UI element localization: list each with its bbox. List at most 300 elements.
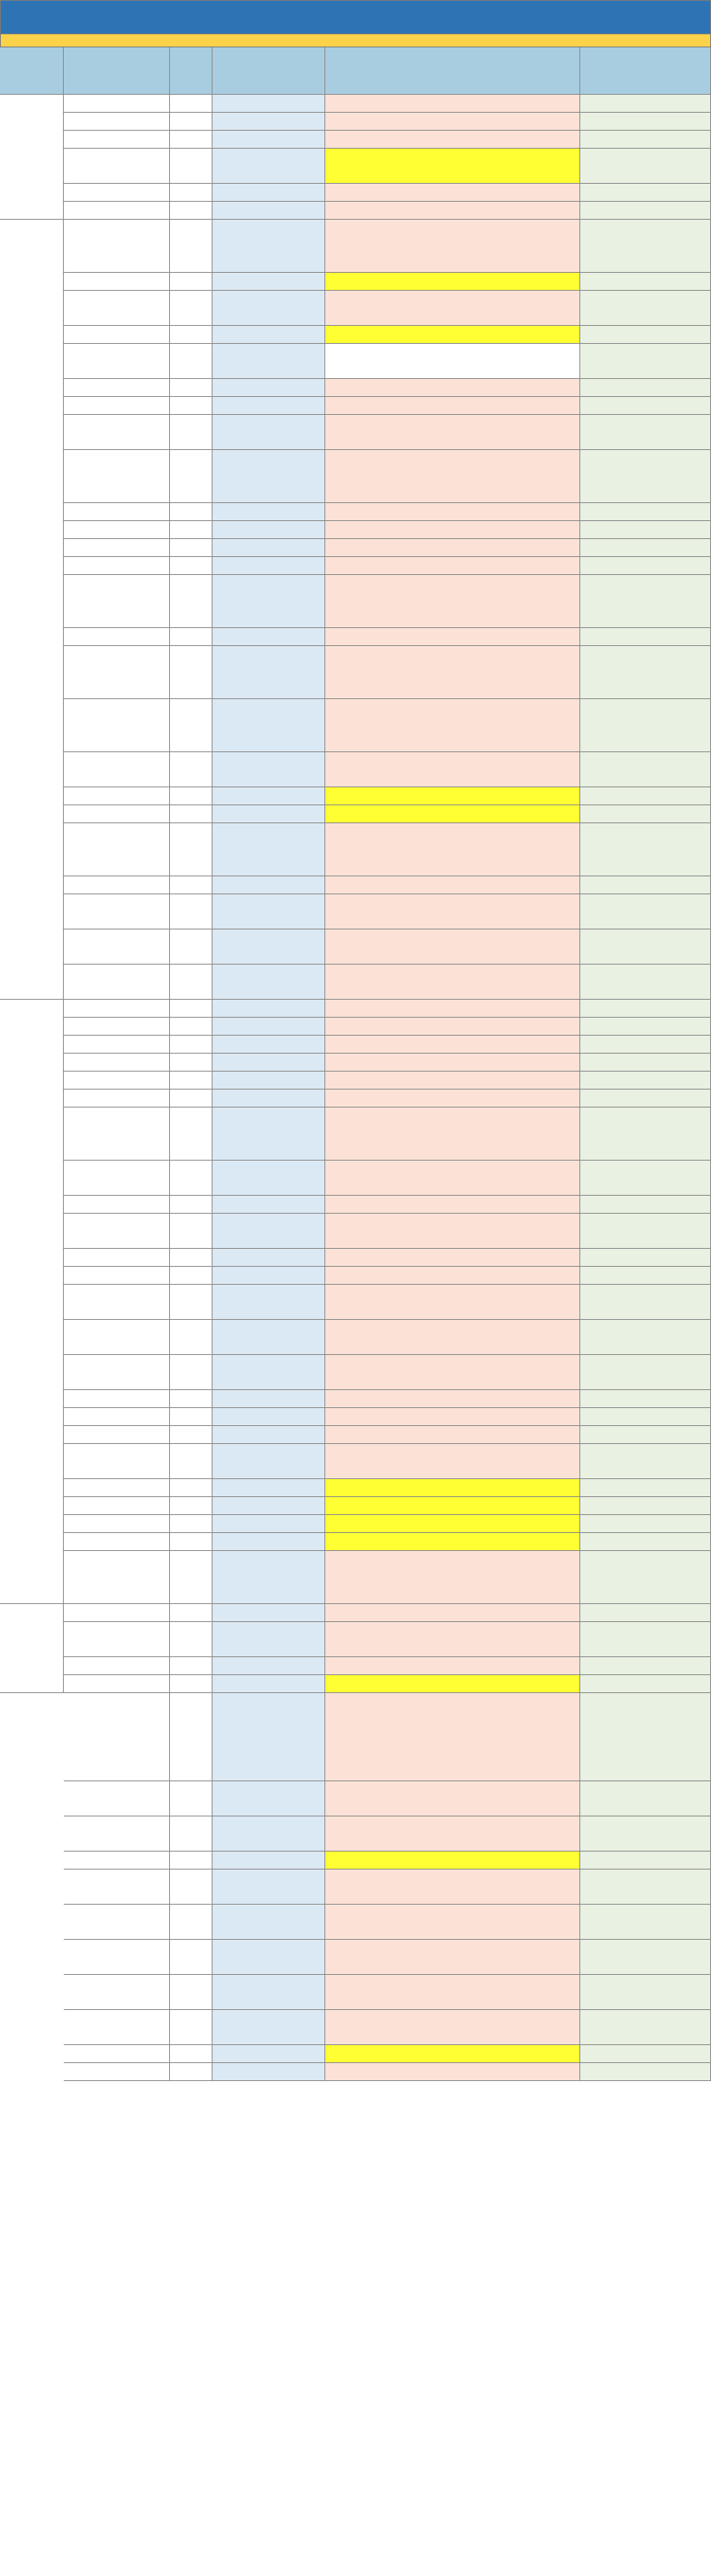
total-fee [580, 415, 711, 450]
total-fee [580, 1444, 711, 1479]
product-code [170, 2063, 212, 2081]
intraday-rule [325, 202, 580, 220]
total-fee [580, 1249, 711, 1267]
intraday-rule [325, 575, 580, 628]
product-code [170, 184, 212, 202]
product-name [64, 220, 170, 273]
header-exchange_fee [212, 47, 325, 95]
exchange-fee [212, 1852, 325, 1870]
product-name [64, 1355, 170, 1390]
total-fee [580, 1515, 711, 1533]
total-fee [580, 1108, 711, 1161]
product-name [64, 1390, 170, 1408]
product-name [64, 184, 170, 202]
total-fee [580, 2045, 711, 2063]
intraday-rule [325, 1161, 580, 1196]
product-name [64, 699, 170, 752]
exchange-fee [212, 1090, 325, 1108]
intraday-rule [325, 1444, 580, 1479]
total-fee [580, 1355, 711, 1390]
product-name [64, 397, 170, 415]
intraday-rule [325, 1675, 580, 1693]
product-code [170, 1072, 212, 1090]
product-code [170, 823, 212, 876]
total-fee [580, 450, 711, 503]
exchange-fee [212, 1426, 325, 1444]
total-fee [580, 929, 711, 965]
total-fee [580, 1975, 711, 2010]
total-fee [580, 1905, 711, 1940]
product-name [64, 113, 170, 131]
intraday-rule [325, 220, 580, 273]
product-name [64, 1108, 170, 1161]
total-fee [580, 539, 711, 557]
exchange-fee [212, 1533, 325, 1551]
exchange-fee [212, 628, 325, 646]
exchange-fee [212, 1108, 325, 1161]
exchange-fee [212, 1515, 325, 1533]
exchange-fee [212, 646, 325, 699]
product-name [64, 1604, 170, 1622]
product-name [64, 1852, 170, 1870]
product-code [170, 646, 212, 699]
product-name [64, 95, 170, 113]
product-name [64, 2063, 170, 2081]
exchange-fee [212, 1267, 325, 1285]
total-fee [580, 1267, 711, 1285]
total-fee [580, 95, 711, 113]
exchange-fee [212, 752, 325, 787]
product-code [170, 1320, 212, 1355]
exchange-fee [212, 1196, 325, 1214]
intraday-rule [325, 2045, 580, 2063]
product-code [170, 1975, 212, 2010]
product-code [170, 1000, 212, 1018]
product-name [64, 805, 170, 823]
total-fee [580, 1161, 711, 1196]
product-name [64, 628, 170, 646]
product-code [170, 1905, 212, 1940]
intraday-rule [325, 752, 580, 787]
exchange-fee [212, 575, 325, 628]
product-name [64, 1444, 170, 1479]
total-fee [580, 220, 711, 273]
intraday-rule [325, 1479, 580, 1497]
total-fee [580, 1054, 711, 1072]
exchange-fee [212, 1816, 325, 1852]
product-code [170, 113, 212, 131]
product-code [170, 1940, 212, 1975]
product-code [170, 1390, 212, 1408]
exchange-fee [212, 1975, 325, 2010]
intraday-rule [325, 1408, 580, 1426]
product-name [64, 379, 170, 397]
product-code [170, 379, 212, 397]
product-name [64, 1426, 170, 1444]
product-code [170, 1108, 212, 1161]
product-name [64, 1072, 170, 1090]
product-code [170, 1285, 212, 1320]
exchange-fee [212, 273, 325, 291]
intraday-rule [325, 876, 580, 894]
product-code [170, 628, 212, 646]
total-fee [580, 1196, 711, 1214]
product-name [64, 557, 170, 575]
total-fee [580, 291, 711, 326]
product-name [64, 1018, 170, 1036]
exchange-fee [212, 1000, 325, 1018]
total-fee [580, 326, 711, 344]
product-name [64, 1249, 170, 1267]
total-fee [580, 344, 711, 379]
intraday-rule [325, 1622, 580, 1657]
total-fee [580, 1018, 711, 1036]
total-fee [580, 1940, 711, 1975]
total-fee [580, 2063, 711, 2081]
exchange-fee [212, 894, 325, 929]
product-code [170, 1604, 212, 1622]
intraday-rule [325, 113, 580, 131]
product-name [64, 1657, 170, 1675]
intraday-rule [325, 929, 580, 965]
product-code [170, 521, 212, 539]
exchange-fee [212, 95, 325, 113]
product-name [64, 1161, 170, 1196]
product-name [64, 876, 170, 894]
exchange-group [0, 1000, 64, 1604]
total-fee [580, 1657, 711, 1675]
total-fee [580, 805, 711, 823]
product-code [170, 1196, 212, 1214]
product-code [170, 1816, 212, 1852]
product-name [64, 1285, 170, 1320]
product-name [64, 1515, 170, 1533]
intraday-rule [325, 415, 580, 450]
product-code [170, 1408, 212, 1426]
product-code [170, 1161, 212, 1196]
product-name [64, 1693, 170, 1781]
total-fee [580, 1214, 711, 1249]
exchange-fee [212, 2045, 325, 2063]
intraday-rule [325, 1355, 580, 1390]
product-code [170, 805, 212, 823]
exchange-fee [212, 1622, 325, 1657]
intraday-rule [325, 131, 580, 149]
total-fee [580, 1390, 711, 1408]
exchange-fee [212, 1072, 325, 1090]
intraday-rule [325, 149, 580, 184]
total-fee [580, 379, 711, 397]
intraday-rule [325, 1249, 580, 1267]
intraday-rule [325, 1852, 580, 1870]
product-code [170, 291, 212, 326]
product-code [170, 1852, 212, 1870]
total-fee [580, 131, 711, 149]
intraday-rule [325, 450, 580, 503]
product-code [170, 1533, 212, 1551]
total-fee [580, 1675, 711, 1693]
intraday-rule [325, 326, 580, 344]
exchange-fee [212, 184, 325, 202]
intraday-rule [325, 1072, 580, 1090]
exchange-fee [212, 1551, 325, 1604]
total-fee [580, 1870, 711, 1905]
product-code [170, 1551, 212, 1604]
total-fee [580, 1816, 711, 1852]
product-name [64, 894, 170, 929]
intraday-rule [325, 2010, 580, 2045]
total-fee [580, 1426, 711, 1444]
product-code [170, 1267, 212, 1285]
total-fee [580, 1408, 711, 1426]
product-code [170, 1622, 212, 1657]
intraday-rule [325, 823, 580, 876]
product-code [170, 503, 212, 521]
intraday-rule [325, 1693, 580, 1781]
product-name [64, 1408, 170, 1426]
product-code [170, 1054, 212, 1072]
product-code [170, 95, 212, 113]
product-code [170, 557, 212, 575]
exchange-fee [212, 450, 325, 503]
exchange-fee [212, 220, 325, 273]
total-fee [580, 184, 711, 202]
exchange-fee [212, 1657, 325, 1675]
exchange-fee [212, 1054, 325, 1072]
intraday-rule [325, 1533, 580, 1551]
intraday-rule [325, 291, 580, 326]
intraday-rule [325, 95, 580, 113]
exchange-fee [212, 876, 325, 894]
product-code [170, 415, 212, 450]
intraday-rule [325, 1214, 580, 1249]
product-code [170, 787, 212, 805]
product-name [64, 1054, 170, 1072]
intraday-rule [325, 379, 580, 397]
total-fee [580, 1781, 711, 1816]
exchange-fee [212, 2010, 325, 2045]
exchange-fee [212, 1905, 325, 1940]
intraday-rule [325, 1285, 580, 1320]
product-code [170, 1870, 212, 1905]
intraday-rule [325, 344, 580, 379]
total-fee [580, 965, 711, 1000]
intraday-rule [325, 1604, 580, 1622]
exchange-fee [212, 1444, 325, 1479]
total-fee [580, 1604, 711, 1622]
exchange-fee [212, 1479, 325, 1497]
product-code [170, 1693, 212, 1781]
product-name [64, 1533, 170, 1551]
product-name [64, 929, 170, 965]
intraday-rule [325, 539, 580, 557]
product-name [64, 1214, 170, 1249]
exchange-fee [212, 929, 325, 965]
exchange-fee [212, 787, 325, 805]
exchange-fee [212, 1693, 325, 1781]
intraday-rule [325, 557, 580, 575]
product-name [64, 273, 170, 291]
intraday-rule [325, 503, 580, 521]
intraday-rule [325, 1054, 580, 1072]
intraday-rule [325, 397, 580, 415]
product-code [170, 1426, 212, 1444]
product-name [64, 2010, 170, 2045]
product-name [64, 503, 170, 521]
intraday-rule [325, 1390, 580, 1408]
product-code [170, 965, 212, 1000]
exchange-fee [212, 1675, 325, 1693]
total-fee [580, 1072, 711, 1090]
product-code [170, 894, 212, 929]
exchange-fee [212, 326, 325, 344]
product-name [64, 1675, 170, 1693]
product-code [170, 1781, 212, 1816]
intraday-rule [325, 1426, 580, 1444]
product-code [170, 1515, 212, 1533]
product-name [64, 1267, 170, 1285]
product-code [170, 202, 212, 220]
exchange-fee [212, 344, 325, 379]
exchange-fee [212, 291, 325, 326]
product-code [170, 575, 212, 628]
intraday-rule [325, 1018, 580, 1036]
total-fee [580, 1622, 711, 1657]
exchange-fee [212, 202, 325, 220]
product-name [64, 752, 170, 787]
product-name [64, 1905, 170, 1940]
product-code [170, 1214, 212, 1249]
product-name [64, 1781, 170, 1816]
total-fee [580, 273, 711, 291]
exchange-fee [212, 1390, 325, 1408]
product-name [64, 539, 170, 557]
product-code [170, 539, 212, 557]
intraday-rule [325, 1905, 580, 1940]
intraday-rule [325, 273, 580, 291]
product-name [64, 2045, 170, 2063]
total-fee [580, 876, 711, 894]
product-name [64, 1036, 170, 1054]
intraday-rule [325, 1870, 580, 1905]
total-fee [580, 149, 711, 184]
product-name [64, 131, 170, 149]
product-code [170, 1444, 212, 1479]
header-code [170, 47, 212, 95]
exchange-fee [212, 1355, 325, 1390]
intraday-rule [325, 1515, 580, 1533]
intraday-rule [325, 699, 580, 752]
product-name [64, 1816, 170, 1852]
total-fee [580, 1479, 711, 1497]
total-fee [580, 752, 711, 787]
product-name [64, 575, 170, 628]
exchange-fee [212, 1161, 325, 1196]
intraday-rule [325, 965, 580, 1000]
exchange-fee [212, 1036, 325, 1054]
intraday-rule [325, 1036, 580, 1054]
product-name [64, 1975, 170, 2010]
exchange-fee [212, 805, 325, 823]
exchange-fee [212, 823, 325, 876]
intraday-rule [325, 1657, 580, 1675]
product-name [64, 149, 170, 184]
intraday-rule [325, 1781, 580, 1816]
exchange-fee [212, 1249, 325, 1267]
total-fee [580, 628, 711, 646]
total-fee [580, 397, 711, 415]
product-code [170, 1675, 212, 1693]
total-fee [580, 1036, 711, 1054]
total-fee [580, 575, 711, 628]
header-total [580, 47, 711, 95]
product-name [64, 1090, 170, 1108]
product-name [64, 291, 170, 326]
intraday-rule [325, 1940, 580, 1975]
total-fee [580, 1693, 711, 1781]
exchange-fee [212, 379, 325, 397]
product-name [64, 823, 170, 876]
total-fee [580, 787, 711, 805]
total-fee [580, 1285, 711, 1320]
product-code [170, 752, 212, 787]
product-code [170, 220, 212, 273]
product-name [64, 326, 170, 344]
total-fee [580, 503, 711, 521]
product-code [170, 397, 212, 415]
exchange-fee [212, 1408, 325, 1426]
product-name [64, 450, 170, 503]
exchange-fee [212, 557, 325, 575]
product-name [64, 1870, 170, 1905]
product-name [64, 1196, 170, 1214]
exchange-fee [212, 149, 325, 184]
product-name [64, 1479, 170, 1497]
exchange-fee [212, 1940, 325, 1975]
intraday-rule [325, 1196, 580, 1214]
product-code [170, 1018, 212, 1036]
product-name [64, 415, 170, 450]
exchange-fee [212, 1018, 325, 1036]
total-fee [580, 1320, 711, 1355]
product-code [170, 699, 212, 752]
intraday-rule [325, 2063, 580, 2081]
intraday-rule [325, 1497, 580, 1515]
exchange-fee [212, 113, 325, 131]
intraday-rule [325, 1108, 580, 1161]
exchange-fee [212, 1781, 325, 1816]
total-fee [580, 2010, 711, 2045]
product-code [170, 876, 212, 894]
product-code [170, 344, 212, 379]
product-code [170, 1497, 212, 1515]
intraday-rule [325, 894, 580, 929]
total-fee [580, 894, 711, 929]
intraday-rule [325, 1000, 580, 1018]
product-code [170, 273, 212, 291]
exchange-fee [212, 1604, 325, 1622]
intraday-rule [325, 787, 580, 805]
footer-banner [0, 0, 711, 34]
product-code [170, 1249, 212, 1267]
product-name [64, 521, 170, 539]
total-fee [580, 557, 711, 575]
product-code [170, 1090, 212, 1108]
total-fee [580, 823, 711, 876]
total-fee [580, 1090, 711, 1108]
product-name [64, 1000, 170, 1018]
product-name [64, 1940, 170, 1975]
